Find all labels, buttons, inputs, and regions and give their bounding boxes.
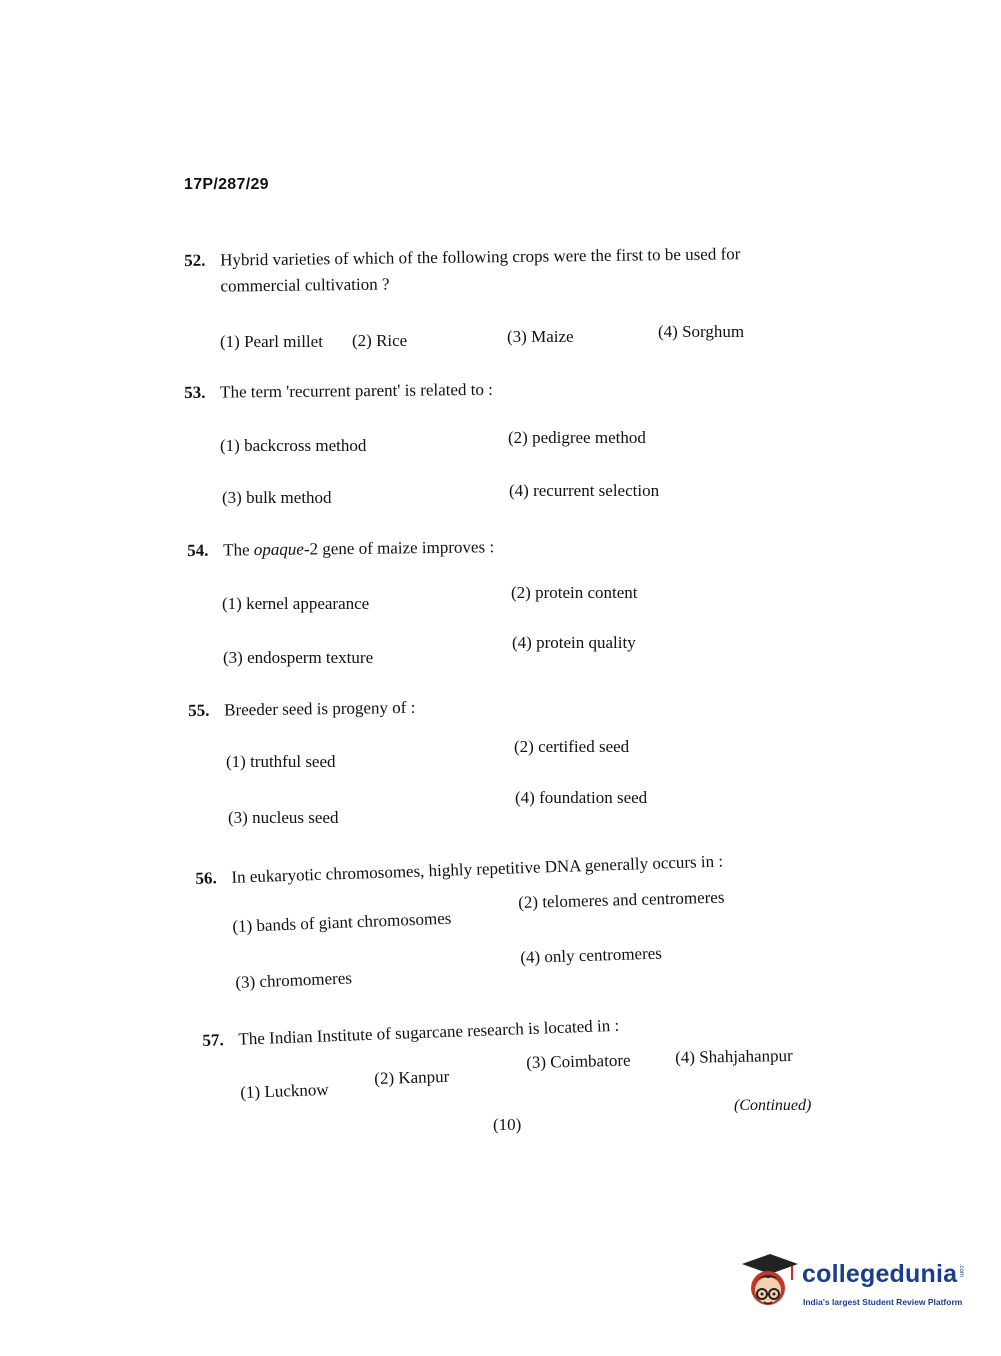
- page-number: (10): [493, 1115, 522, 1134]
- option-57-3: (3) Coimbatore: [526, 1050, 631, 1072]
- option-54-4: (4) protein quality: [512, 633, 636, 652]
- option-53-3: (3) bulk method: [222, 488, 332, 507]
- option-53-2: (2) pedigree method: [508, 428, 646, 447]
- question-number: 55.: [188, 700, 210, 720]
- option-55-2: (2) certified seed: [514, 737, 630, 756]
- option-52-2: (2) Rice: [352, 331, 408, 350]
- brand-tagline: India's largest Student Review Platform: [803, 1297, 963, 1307]
- option-55-3: (3) nucleus seed: [228, 808, 339, 827]
- option-56-3: (3) chromomeres: [235, 968, 353, 992]
- question-number: 56.: [195, 868, 217, 888]
- question-number: 52.: [184, 250, 206, 270]
- option-54-3: (3) endosperm texture: [223, 648, 374, 667]
- question-52: [184, 241, 741, 300]
- option-56-4: (4) only centromeres: [520, 943, 663, 967]
- option-57-1: (1) Lucknow: [240, 1079, 329, 1102]
- option-55-1: (1) truthful seed: [226, 752, 336, 771]
- option-53-1: (1) backcross method: [220, 436, 367, 455]
- question-number: 57.: [202, 1030, 225, 1050]
- question-text: Breeder seed is progeny of :: [224, 697, 416, 720]
- option-54-1: (1) kernel appearance: [222, 594, 370, 613]
- question-55: [188, 695, 416, 724]
- option-56-2: (2) telomeres and centromeres: [518, 887, 725, 912]
- paper-code: 17P/287/29: [184, 176, 269, 193]
- option-52-4: (4) Sorghum: [658, 322, 745, 341]
- option-56-1: (1) bands of giant chromosomes: [232, 908, 452, 936]
- question-53: [184, 377, 493, 406]
- continued-label: (Continued): [734, 1097, 812, 1114]
- option-54-2: (2) protein content: [511, 583, 638, 602]
- question-number: 53.: [184, 382, 206, 402]
- option-53-4: (4) recurrent selection: [509, 481, 660, 500]
- question-text: In eukaryotic chromosomes, highly repetitive DNA generally occurs in :: [231, 851, 724, 887]
- brand-name: collegedunia: [802, 1260, 958, 1288]
- question-54: [187, 534, 494, 564]
- question-text: The term 'recurrent parent' is related to :: [220, 379, 494, 402]
- option-57-4: (4) Shahjahanpur: [675, 1045, 793, 1067]
- question-57: [202, 1013, 620, 1054]
- question-text: The opaque-2 gene of maize improves :: [223, 537, 495, 560]
- option-57-2: (2) Kanpur: [374, 1066, 450, 1088]
- question-text-continued: commercial cultivation ?: [220, 274, 390, 296]
- question-text: Hybrid varieties of which of the following crops were the first to be used for: [220, 244, 741, 270]
- question-number: 54.: [187, 540, 209, 560]
- option-52-1: (1) Pearl millet: [220, 332, 323, 351]
- collegedunia-logo-icon: [740, 1250, 798, 1316]
- brand-com: .com: [958, 1264, 964, 1278]
- collegedunia-brand: [740, 1250, 970, 1320]
- question-text: The Indian Institute of sugarcane research is located in :: [238, 1015, 620, 1049]
- option-55-4: (4) foundation seed: [515, 788, 648, 807]
- option-52-3: (3) Maize: [507, 327, 574, 346]
- question-56: [195, 848, 723, 891]
